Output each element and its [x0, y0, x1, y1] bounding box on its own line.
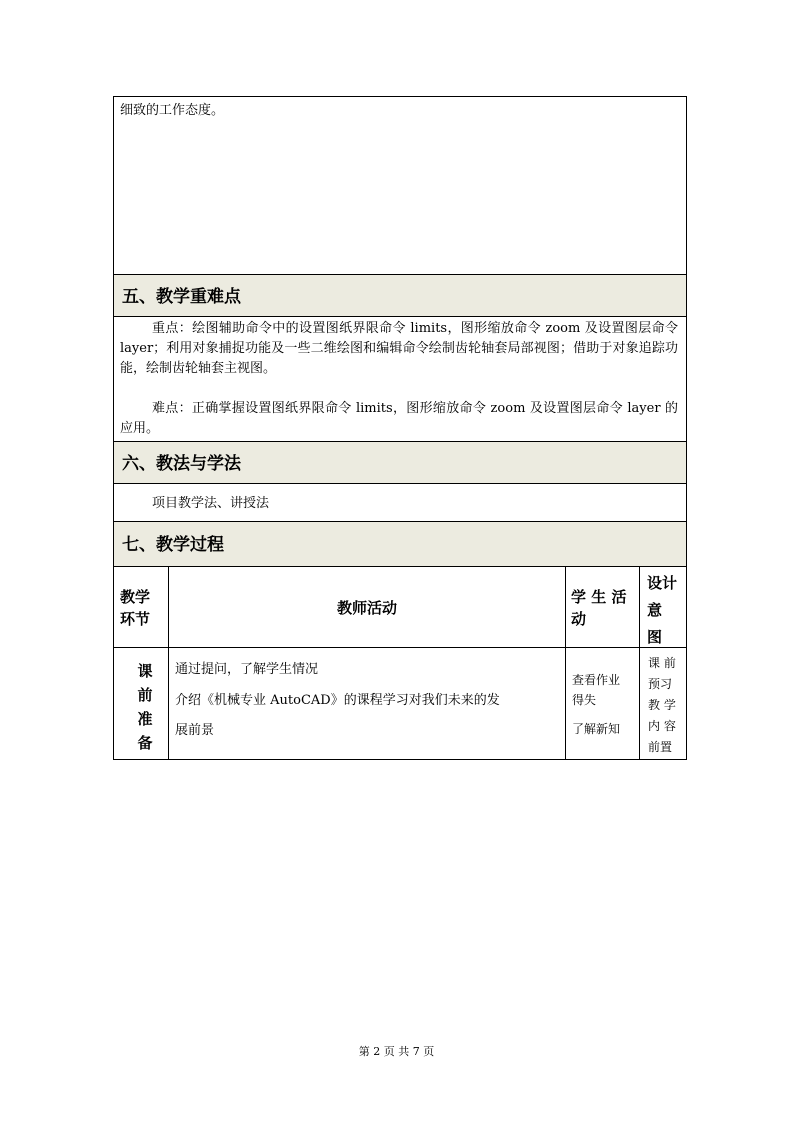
section5-heading: [113, 274, 687, 317]
teaching-process-table: [113, 566, 687, 760]
student-activity-cell: 查看作业 得失 了解新知: [572, 673, 621, 736]
section4-text: 细致的工作态度。: [120, 103, 225, 118]
teacher-activity-cell: 通过提问，了解学生情况 介绍《机械专业 AutoCAD》的课程学习对我们未来的发 展前景: [175, 662, 500, 738]
section4-content-cell: [113, 96, 687, 275]
section5-heading-text: 五、教学重难点: [122, 287, 241, 307]
col-header-teacher-activity: 教师活动: [336, 599, 397, 617]
difficult-points-paragraph: 难点：正确掌握设置图纸界限命令 limits，图形缩放命令 zoom 及设置图层命令 layer 的应用。: [120, 401, 678, 436]
section7-heading: [113, 521, 687, 567]
section6-content-cell: [113, 483, 687, 522]
section7-heading-text: 七、教学过程: [122, 535, 224, 555]
section6-heading-text: 六、教法与学法: [122, 454, 241, 474]
col-header-student-activity: 学 生 活 动: [571, 588, 627, 628]
stage-pre-class: 课 前 准 备: [137, 662, 153, 752]
col-header-design-intent: 设计 意 图: [647, 574, 678, 646]
section6-heading: [113, 441, 687, 484]
page-footer: 第 2 页 共 7 页: [358, 1045, 435, 1058]
col-header-stage: 教学 环节: [120, 588, 151, 628]
section6-text: 项目教学法、讲授法: [152, 496, 270, 511]
design-intent-cell: 课 前 预习 教 学 内 容 前置: [648, 656, 676, 754]
section5-content-cell: [113, 316, 687, 442]
key-points-paragraph: 重点：绘图辅助命令中的设置图纸界限命令 limits，图形缩放命令 zoom 及设置图层命令 layer；利用对象捕捉功能及一些二维绘图和编辑命令绘制齿轮轴套局部视图；借助于对象追踪功能，绘制齿轮轴套主视图。: [120, 321, 678, 376]
